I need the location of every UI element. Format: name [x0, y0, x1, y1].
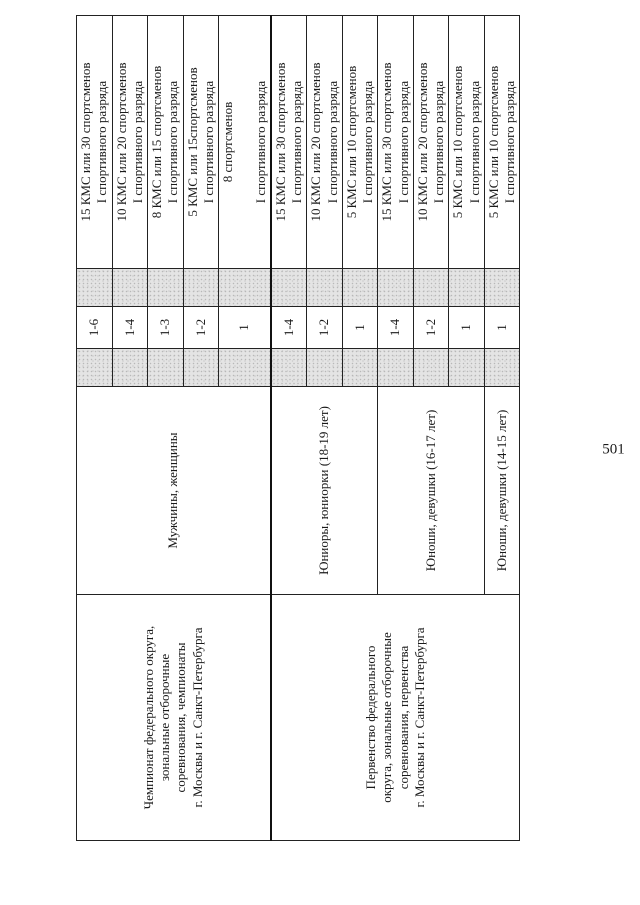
requirement-cell: [219, 16, 271, 269]
shaded-cell: [183, 269, 219, 307]
requirement-line: 5 КМС или 15спортсменов: [184, 67, 200, 217]
requirement-line: [236, 20, 252, 264]
shaded-cell: [271, 269, 307, 307]
shaded-cell: [148, 269, 184, 307]
places-cell: 1: [219, 307, 271, 349]
shaded-cell: [484, 349, 520, 387]
shaded-cell: [77, 269, 113, 307]
places-cell: 1: [484, 307, 520, 349]
competition-line: соревнования, первенства: [395, 645, 411, 790]
shaded-cell: [219, 269, 271, 307]
requirement-line: 15 КМС или 30 спортсменов: [379, 62, 395, 222]
shaded-cell: [219, 349, 271, 387]
requirement-line: 5 КМС или 10 спортсменов: [343, 65, 359, 219]
places-cell: 1-3: [148, 307, 184, 349]
shaded-cell: [148, 349, 184, 387]
places-cell: 1-4: [378, 307, 414, 349]
sports-rank-requirements-table: [76, 15, 520, 841]
requirement-line: 10 КМС или 20 спортсменов: [414, 62, 430, 222]
places-cell: 1: [342, 307, 378, 349]
shaded-cell: [413, 349, 449, 387]
competition-line: Первенство федерального: [363, 645, 378, 790]
requirement-cell: [449, 16, 485, 269]
competition-line: г. Москвы и г. Санкт-Петербурга: [411, 627, 427, 808]
competition-cell: [271, 595, 520, 841]
requirement-line: 5 КМС или 10 спортсменов: [485, 65, 501, 219]
requirement-line: I спортивного разряда: [252, 80, 268, 204]
requirement-cell: [112, 16, 148, 269]
competition-cell: [77, 595, 271, 841]
requirement-line: 10 КМС или 20 спортсменов: [308, 62, 324, 222]
requirement-line: I спортивного разряда: [129, 80, 145, 204]
places-cell: 1-2: [183, 307, 219, 349]
places-cell: 1-2: [307, 307, 343, 349]
table-row: [271, 16, 307, 841]
shaded-cell: [342, 349, 378, 387]
requirement-line: 5 КМС или 10 спортсменов: [450, 65, 466, 219]
shaded-cell: [77, 349, 113, 387]
competition-line: Чемпионат федерального округа,: [140, 625, 156, 810]
shaded-cell: [378, 349, 414, 387]
requirement-line: I спортивного разряда: [360, 80, 375, 204]
requirement-line: I спортивного разряда: [200, 80, 216, 204]
requirement-line: I спортивного разряда: [324, 80, 340, 204]
shaded-cell: [112, 349, 148, 387]
shaded-cell: [307, 349, 343, 387]
places-cell: 1-6: [77, 307, 113, 349]
shaded-cell: [449, 269, 485, 307]
requirement-cell: [484, 16, 520, 269]
requirement-cell: [271, 16, 307, 269]
shaded-cell: [271, 349, 307, 387]
requirement-line: 15 КМС или 30 спортсменов: [78, 62, 93, 222]
requirement-cell: [342, 16, 378, 269]
table-row: [77, 16, 113, 841]
requirement-cell: [77, 16, 113, 269]
competition-line: г. Москвы и г. Санкт-Петербурга: [189, 627, 205, 808]
shaded-cell: [449, 349, 485, 387]
requirement-line: I спортивного разряда: [289, 80, 304, 204]
requirement-line: I спортивного разряда: [395, 80, 411, 204]
requirement-line: 8 КМС или 15 спортсменов: [149, 65, 164, 219]
requirement-line: I спортивного разряда: [94, 80, 110, 204]
requirement-line: I спортивного разряда: [165, 80, 181, 204]
shaded-cell: [307, 269, 343, 307]
requirement-line: 8 спортсменов: [220, 101, 235, 183]
category-cell: Юноши, девушки (16-17 лет): [378, 387, 485, 595]
requirement-line: 15 КМС или 30 спортсменов: [272, 62, 288, 222]
category-cell: Юниоры, юниорки (18-19 лет): [271, 387, 378, 595]
category-cell: Юноши, девушки (14-15 лет): [484, 387, 520, 595]
shaded-cell: [112, 269, 148, 307]
places-cell: 1-4: [271, 307, 307, 349]
requirement-line: 10 КМС или 20 спортсменов: [113, 62, 129, 222]
requirement-cell: [378, 16, 414, 269]
page-number: 501: [602, 441, 625, 458]
requirement-cell: [413, 16, 449, 269]
shaded-cell: [413, 269, 449, 307]
shaded-cell: [484, 269, 520, 307]
shaded-cell: [183, 349, 219, 387]
requirement-cell: [148, 16, 184, 269]
competition-line: соревнования, чемпионаты: [173, 642, 189, 793]
places-cell: 1-2: [413, 307, 449, 349]
requirement-line: I спортивного разряда: [466, 80, 482, 204]
requirement-line: I спортивного разряда: [502, 80, 517, 204]
places-cell: 1: [449, 307, 485, 349]
competition-line: зональные отборочные: [157, 653, 173, 782]
shaded-cell: [378, 269, 414, 307]
requirement-cell: [183, 16, 219, 269]
category-cell: Мужчины, женщины: [77, 387, 271, 595]
requirement-cell: [307, 16, 343, 269]
requirement-line: I спортивного разряда: [431, 80, 446, 204]
places-cell: 1-4: [112, 307, 148, 349]
competition-line: округа, зональные отборочные: [379, 632, 395, 803]
shaded-cell: [342, 269, 378, 307]
